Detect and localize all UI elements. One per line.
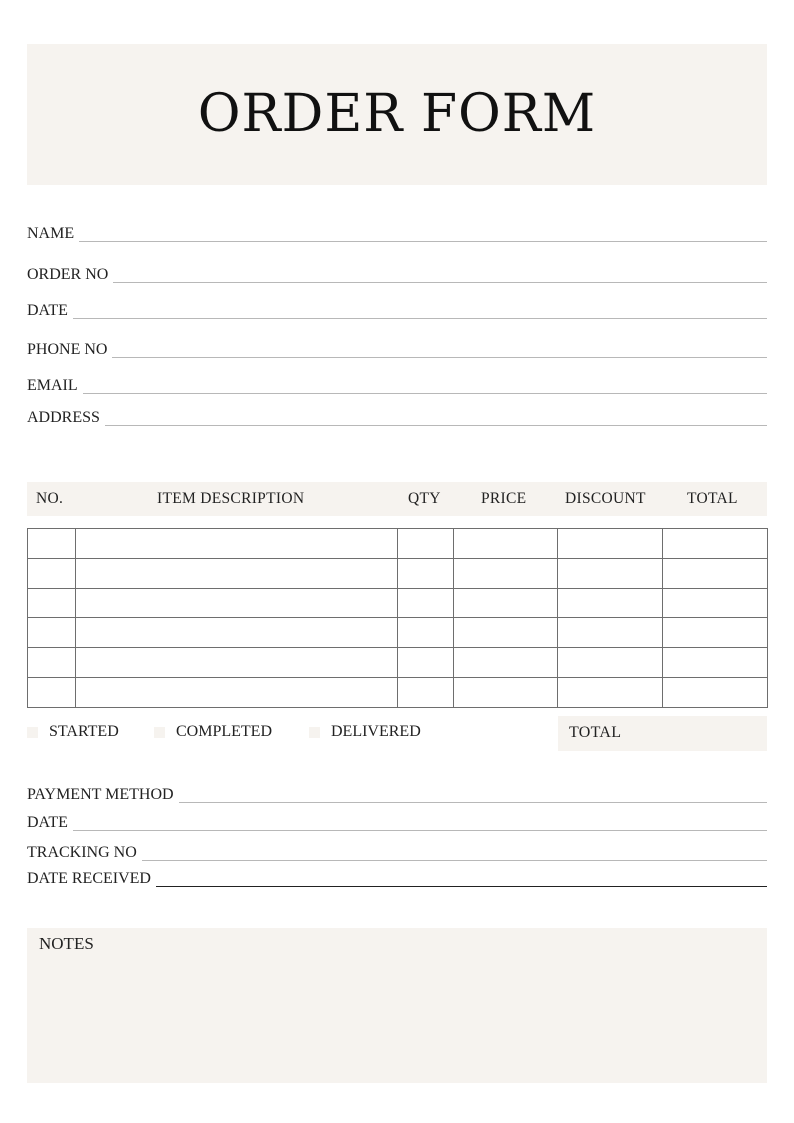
cell-total[interactable]	[663, 558, 768, 588]
table-row	[28, 529, 768, 559]
cell-no[interactable]	[28, 588, 76, 618]
cell-no[interactable]	[28, 677, 76, 707]
cell-qty[interactable]	[398, 529, 454, 559]
address-field[interactable]	[27, 406, 767, 426]
order-no-label: ORDER NO	[27, 266, 109, 283]
payment-method-field[interactable]	[27, 783, 767, 803]
payment-date-label: DATE	[27, 814, 68, 831]
name-label: NAME	[27, 225, 75, 242]
status-completed[interactable]	[154, 724, 272, 740]
cell-discount[interactable]	[558, 558, 663, 588]
status-started[interactable]	[27, 724, 119, 740]
column-header-total: TOTAL	[687, 490, 738, 507]
payment-date-line[interactable]	[73, 830, 767, 831]
cell-discount[interactable]	[558, 618, 663, 648]
cell-item-description[interactable]	[76, 588, 398, 618]
tracking-no-label: TRACKING NO	[27, 844, 137, 861]
page-title: ORDER FORM	[197, 84, 597, 144]
payment-method-label: PAYMENT METHOD	[27, 786, 174, 803]
cell-no[interactable]	[28, 558, 76, 588]
address-line[interactable]	[105, 425, 767, 426]
cell-qty[interactable]	[398, 588, 454, 618]
items-table	[27, 528, 768, 708]
column-header-no: NO.	[36, 490, 64, 507]
cell-qty[interactable]	[398, 648, 454, 678]
grand-total-box[interactable]	[558, 716, 767, 751]
name-field[interactable]	[27, 222, 767, 242]
cell-item-description[interactable]	[76, 648, 398, 678]
delivered-checkbox[interactable]	[309, 727, 320, 738]
table-row	[28, 588, 768, 618]
order-no-line[interactable]	[113, 282, 767, 283]
cell-item-description[interactable]	[76, 677, 398, 707]
grand-total-label: TOTAL	[569, 724, 622, 741]
address-label: ADDRESS	[27, 409, 100, 426]
started-checkbox[interactable]	[27, 727, 38, 738]
date-label: DATE	[27, 302, 68, 319]
tracking-no-line[interactable]	[142, 860, 767, 861]
cell-total[interactable]	[663, 677, 768, 707]
cell-price[interactable]	[454, 648, 558, 678]
cell-no[interactable]	[28, 529, 76, 559]
column-header-item-description: ITEM DESCRIPTION	[157, 490, 305, 507]
notes-box[interactable]	[27, 928, 767, 1083]
cell-price[interactable]	[454, 588, 558, 618]
column-header-discount: DISCOUNT	[565, 490, 646, 507]
delivered-label: DELIVERED	[331, 723, 421, 740]
cell-item-description[interactable]	[76, 529, 398, 559]
notes-label: NOTES	[39, 934, 94, 953]
cell-price[interactable]	[454, 677, 558, 707]
cell-total[interactable]	[663, 618, 768, 648]
column-header-qty: QTY	[408, 490, 441, 507]
email-line[interactable]	[83, 393, 767, 394]
cell-qty[interactable]	[398, 558, 454, 588]
cell-qty[interactable]	[398, 677, 454, 707]
cell-discount[interactable]	[558, 677, 663, 707]
cell-discount[interactable]	[558, 648, 663, 678]
title-banner	[27, 44, 767, 185]
cell-price[interactable]	[454, 529, 558, 559]
email-label: EMAIL	[27, 377, 78, 394]
table-row	[28, 677, 768, 707]
completed-checkbox[interactable]	[154, 727, 165, 738]
date-field[interactable]	[27, 299, 767, 319]
date-received-line[interactable]	[156, 886, 767, 887]
order-no-field[interactable]	[27, 263, 767, 283]
tracking-no-field[interactable]	[27, 841, 767, 861]
phone-no-field[interactable]	[27, 338, 767, 358]
cell-qty[interactable]	[398, 618, 454, 648]
started-label: STARTED	[49, 723, 119, 740]
cell-discount[interactable]	[558, 529, 663, 559]
date-line[interactable]	[73, 318, 767, 319]
cell-item-description[interactable]	[76, 618, 398, 648]
payment-method-line[interactable]	[179, 802, 767, 803]
cell-price[interactable]	[454, 618, 558, 648]
cell-total[interactable]	[663, 648, 768, 678]
table-row	[28, 648, 768, 678]
status-delivered[interactable]	[309, 724, 421, 740]
table-row	[28, 618, 768, 648]
date-received-label: DATE RECEIVED	[27, 870, 151, 887]
table-row	[28, 558, 768, 588]
cell-no[interactable]	[28, 618, 76, 648]
cell-item-description[interactable]	[76, 558, 398, 588]
phone-no-label: PHONE NO	[27, 341, 108, 358]
email-field[interactable]	[27, 374, 767, 394]
cell-discount[interactable]	[558, 588, 663, 618]
cell-price[interactable]	[454, 558, 558, 588]
cell-total[interactable]	[663, 529, 768, 559]
payment-date-field[interactable]	[27, 811, 767, 831]
name-line[interactable]	[79, 241, 767, 242]
phone-no-line[interactable]	[112, 357, 767, 358]
cell-total[interactable]	[663, 588, 768, 618]
column-header-price: PRICE	[481, 490, 527, 507]
date-received-field[interactable]	[27, 867, 767, 887]
cell-no[interactable]	[28, 648, 76, 678]
completed-label: COMPLETED	[176, 723, 272, 740]
items-table-header	[27, 482, 767, 516]
